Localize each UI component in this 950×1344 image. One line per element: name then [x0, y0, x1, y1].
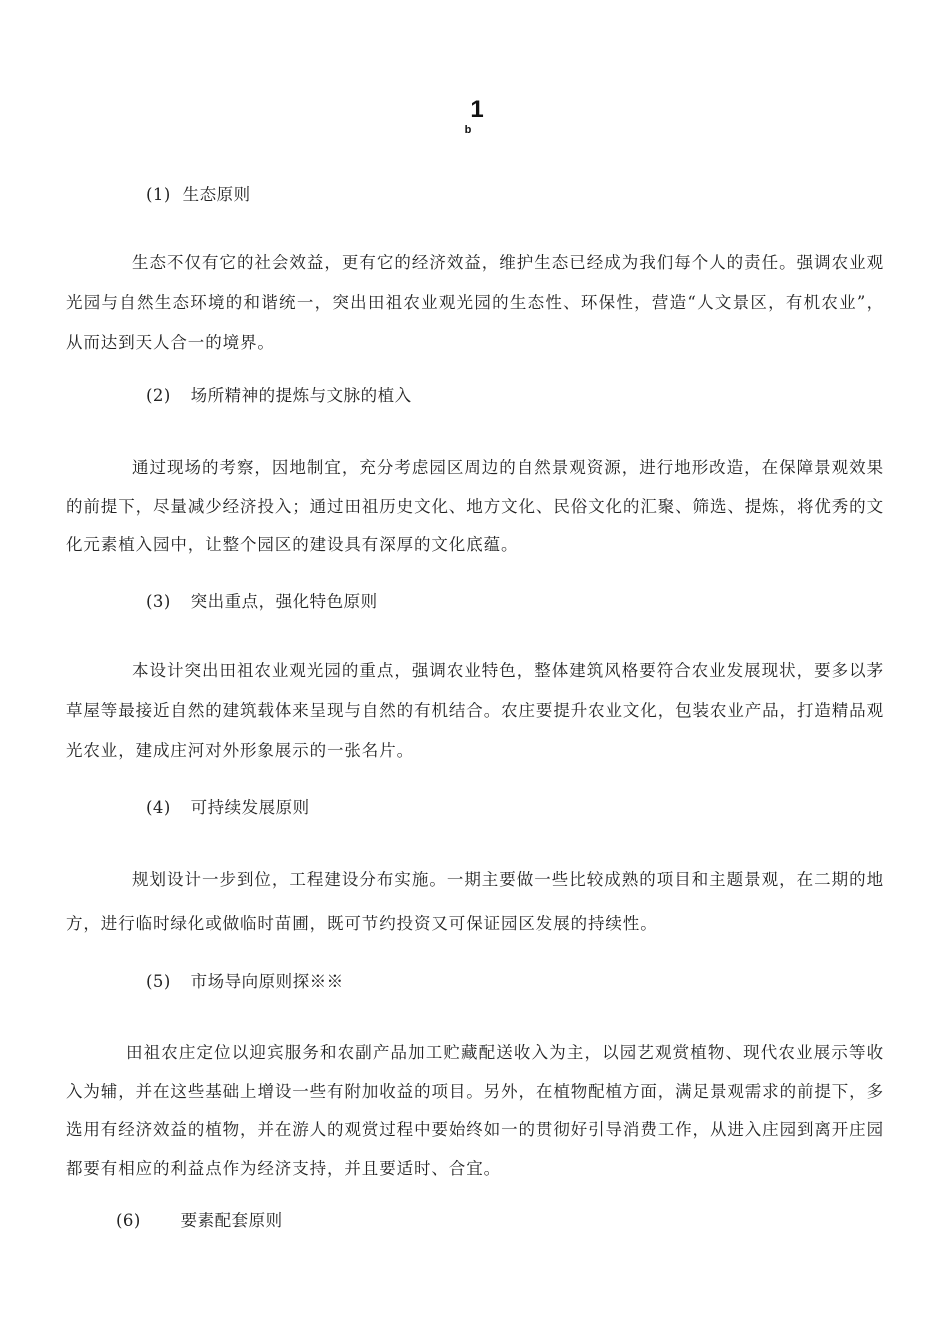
page-sub-mark: b — [464, 124, 472, 136]
section-heading-number: (5) — [146, 972, 171, 991]
section-paragraph-2: 通过现场的考察，因地制宜，充分考虑园区周边的自然景观资源，进行地形改造，在保障景观效果的前提下，尽量减少经济投入；通过田祖历史文化、地方文化、民俗文化的汇聚、筛选、提炼，将优秀的文化元素植入园中，让整个园区的建设具有深厚的文化底蕴。 — [66, 458, 884, 554]
section-heading-text: 可持续发展原则 — [190, 798, 310, 817]
section-heading-text: 市场导向原则探※※ — [190, 972, 344, 991]
page-number: 1 — [470, 96, 484, 123]
section-paragraph-5: 田祖农庄定位以迎宾服务和农副产品加工贮藏配送收入为主，以园艺观赏植物、现代农业展示等收入为辅，并在这些基础上增设一些有附加收益的项目。另外，在植物配植方面，满足景观需求的前提下，多选用有经济效益的植物，并在游人的观赏过程中要始终如一的贯彻好引导消费工作，从进入庄园到离开庄园都要有相应的利益点作为经济支持，并且要适时、合宜。 — [66, 1043, 884, 1178]
section-heading-text: 场所精神的提炼与文脉的植入 — [190, 386, 412, 405]
section-paragraph-3: 本设计突出田祖农业观光园的重点，强调农业特色，整体建筑风格要符合农业发展现状，要多以茅草屋等最接近自然的建筑载体来呈现与自然的有机结合。农庄要提升农业文化，包装农业产品，打造精品观光农业，建成庄河对外形象展示的一张名片。 — [66, 661, 884, 760]
section-heading-6 — [116, 1209, 283, 1233]
section-heading-number: (6) — [116, 1211, 141, 1230]
section-heading-1 — [146, 183, 251, 207]
section-heading-3 — [146, 590, 378, 614]
section-heading-number: (3) — [146, 592, 171, 611]
section-heading-5 — [146, 970, 344, 994]
section-heading-number: (4) — [146, 798, 171, 817]
section-heading-number: (1) — [146, 185, 171, 204]
section-heading-text: 突出重点，强化特色原则 — [190, 592, 378, 611]
section-paragraph-1: 生态不仅有它的社会效益，更有它的经济效益，维护生态已经成为我们每个人的责任。强调农业观光园与自然生态环境的和谐统一，突出田祖农业观光园的生态性、环保性，营造“人文景区，有机农业”，从而达到天人合一的境界。 — [66, 253, 884, 352]
section-heading-text: 要素配套原则 — [180, 1211, 283, 1230]
section-heading-number: (2) — [146, 386, 171, 405]
section-heading-2 — [146, 384, 412, 408]
section-heading-text: 生态原则 — [182, 185, 251, 204]
section-paragraph-4: 规划设计一步到位，工程建设分布实施。一期主要做一些比较成熟的项目和主题景观，在二期的地方，进行临时绿化或做临时苗圃，既可节约投资又可保证园区发展的持续性。 — [66, 870, 884, 933]
section-heading-4 — [146, 796, 310, 820]
